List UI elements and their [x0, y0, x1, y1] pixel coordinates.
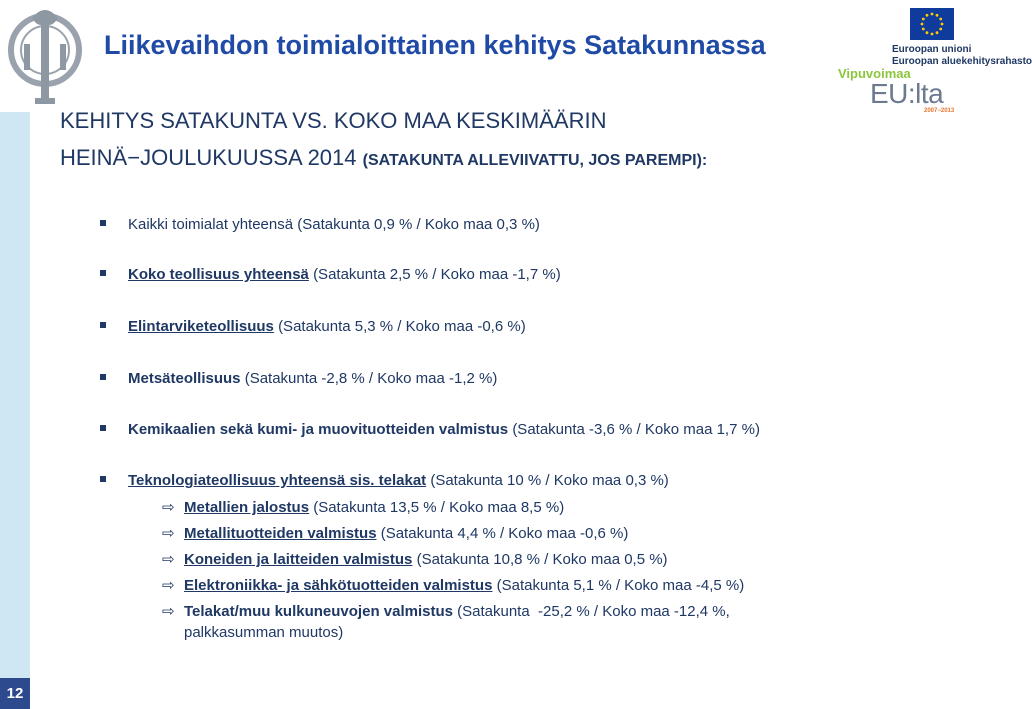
bullet-label: Metsäteollisuus	[128, 370, 241, 387]
sub-bullet-detail: (Satakunta 5,1 % / Koko maa -4,5 %)	[496, 577, 745, 594]
bullet-label: Teknologiateollisuus yhteensä sis. telakat	[128, 472, 427, 489]
sub-bullet-label: Metallituotteiden valmistus	[184, 525, 377, 542]
bullet-label: Elintarviketeollisuus	[128, 318, 274, 335]
bullet-detail: (Satakunta -2,8 % / Koko maa -1,2 %)	[244, 370, 498, 387]
bullet-square-icon	[100, 270, 106, 276]
eu-years-label: 2007−2013	[924, 108, 955, 114]
eu-lta-label: EU:lta	[870, 78, 944, 109]
hollow-arrow-icon: ⇨	[162, 603, 175, 620]
sub-list-item	[162, 576, 744, 594]
bullet-label: Kaikki toimialat yhteensä	[128, 216, 294, 233]
bullet-square-icon	[100, 374, 106, 380]
sub-bullet-detail: (Satakunta 4,4 % / Koko maa -0,6 %)	[380, 525, 629, 542]
sub-list-item	[162, 498, 564, 516]
list-item	[100, 318, 526, 335]
sub-bullet-label: Metallien jalostus	[184, 499, 310, 516]
heading-note: (SATAKUNTA ALLEVIIVATTU, JOS PAREMPI):	[362, 152, 708, 169]
sub-bullet-detail: (Satakunta 13,5 % / Koko maa 8,5 %)	[313, 499, 565, 516]
bullet-square-icon	[100, 220, 106, 226]
sub-bullet-label: Koneiden ja laitteiden valmistus	[184, 551, 413, 568]
list-item	[100, 421, 760, 438]
bullet-detail: (Satakunta 2,5 % / Koko maa -1,7 %)	[313, 266, 561, 283]
left-accent-bar	[0, 112, 30, 709]
sub-list-item	[162, 524, 628, 542]
bullet-label: Kemikaalien sekä kumi- ja muovituotteiden valmistus	[128, 421, 509, 438]
sub-list-item-continuation: palkkasumman muutos)	[184, 624, 344, 641]
bullet-square-icon	[100, 425, 106, 431]
bullet-detail: (Satakunta -3,6 % / Koko maa 1,7 %)	[512, 421, 760, 438]
sub-bullet-detail: (Satakunta -25,2 % / Koko maa -12,4 %,	[457, 603, 730, 620]
list-item	[100, 216, 540, 233]
slide-title: Liikevaihdon toimialoittainen kehitys Satakunnassa	[104, 30, 766, 60]
section-heading-line2	[60, 145, 707, 171]
hollow-arrow-icon: ⇨	[162, 525, 175, 542]
sub-list-item	[162, 602, 730, 620]
section-heading-line1: KEHITYS SATAKUNTA VS. KOKO MAA KESKIMÄÄRIN	[60, 108, 607, 133]
bullet-square-icon	[100, 322, 106, 328]
sub-bullet-label: Telakat/muu kulkuneuvojen valmistus	[184, 603, 453, 620]
page-number: 12	[0, 678, 30, 709]
hollow-arrow-icon: ⇨	[162, 551, 175, 568]
hollow-arrow-icon: ⇨	[162, 577, 175, 594]
eu-logo	[830, 4, 1032, 116]
bullet-detail: (Satakunta 10 % / Koko maa 0,3 %)	[430, 472, 669, 489]
eu-union-label: Euroopan unioni	[892, 44, 972, 55]
list-item	[100, 472, 669, 489]
eu-fund-label: Euroopan aluekehitysrahasto	[892, 56, 1032, 67]
bullet-label: Koko teollisuus yhteensä	[128, 266, 309, 283]
list-item	[100, 266, 561, 283]
list-item	[100, 370, 497, 387]
heading-period: HEINÄ−JOULUKUUSSA 2014	[60, 145, 357, 170]
bullet-square-icon	[100, 476, 106, 482]
bullet-detail: (Satakunta 0,9 % / Koko maa 0,3 %)	[297, 216, 540, 233]
sub-bullet-detail: (Satakunta 10,8 % / Koko maa 0,5 %)	[416, 551, 668, 568]
hollow-arrow-icon: ⇨	[162, 499, 175, 516]
sub-list-item	[162, 550, 668, 568]
bullet-detail: (Satakunta 5,3 % / Koko maa -0,6 %)	[278, 318, 526, 335]
sub-bullet-label: Elektroniikka- ja sähkötuotteiden valmistus	[184, 577, 493, 594]
vipuvoimaa-label: Vipuvoimaa	[838, 66, 911, 81]
torch-emblem-icon	[2, 4, 88, 108]
eu-flag-icon	[910, 8, 954, 40]
